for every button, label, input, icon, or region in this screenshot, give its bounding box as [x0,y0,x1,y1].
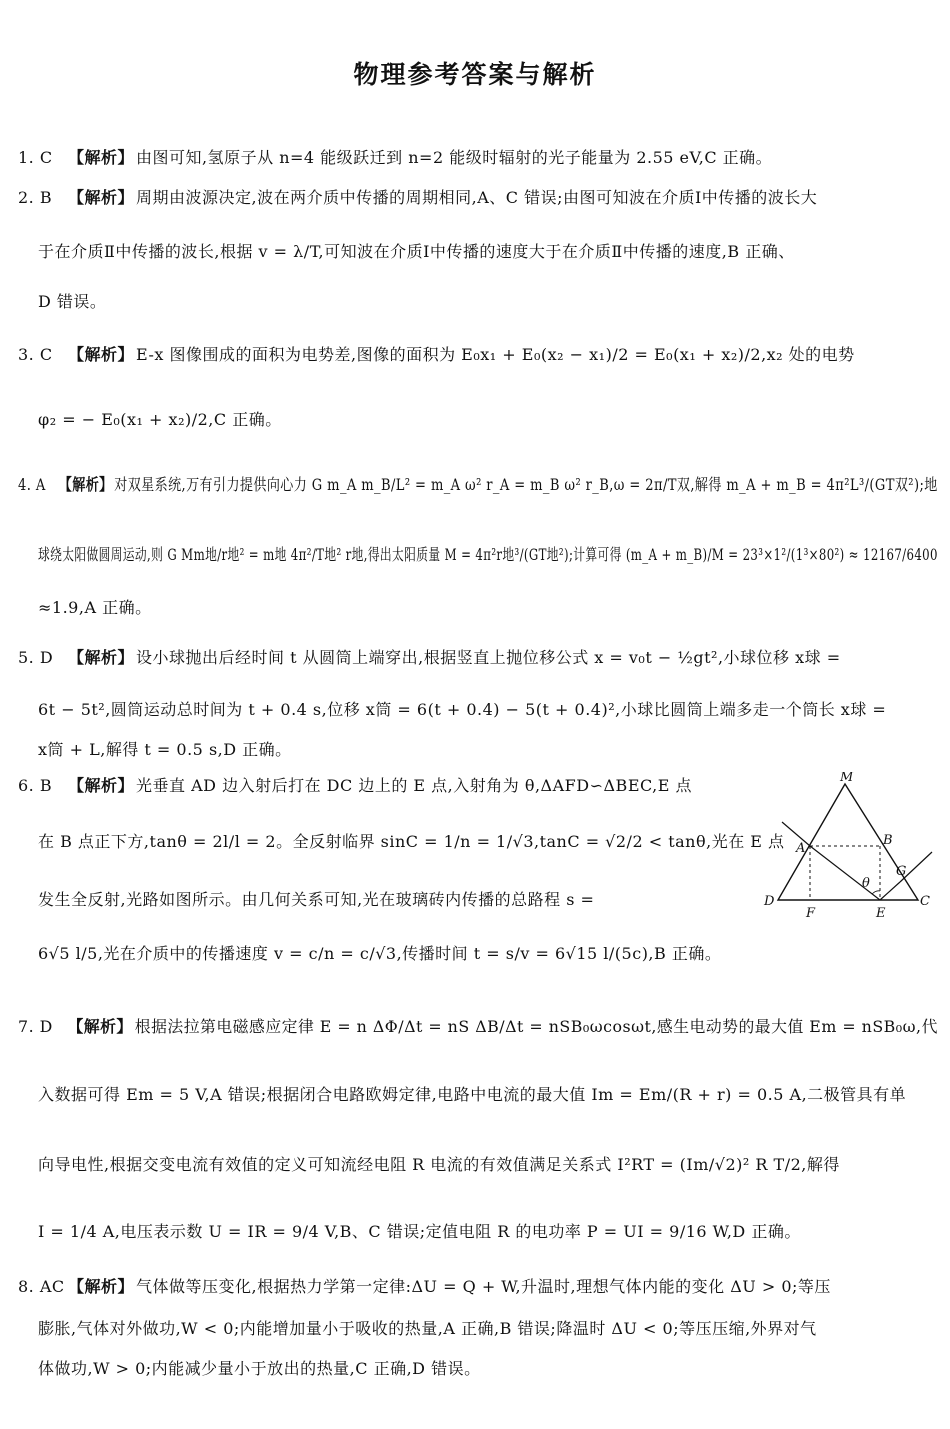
optics-diagram [760,772,940,922]
q3-text-2: φ₂ = − E₀(x₁ + x₂)/2,C 正确。 [38,410,282,429]
label-d: D [764,894,775,909]
q7-text-2: 入数据可得 Em = 5 V,A 错误;根据闭合电路欧姆定律,电路中电流的最大值 Im = Em/(R + r) = 0.5 A,二极管具有单 [38,1085,907,1104]
q6-number: 6. B [18,776,53,795]
q4-text-1: 对双星系统,万有引力提供向心力 G m_A m_B/L² = m_A ω² r_A = m_B ω² r_B,ω = 2π/T双,解得 m_A + m_B = 4π²L³/(GT双²);地 [114,475,938,494]
q8-tag: 【解析】 [68,1277,135,1296]
q6-text-2: 在 B 点正下方,tanθ = 2l/l = 2。全反射临界 sinC = 1/n = 1/√3,tanC = √2/2 < tanθ,光在 E 点 [38,832,785,851]
q5-text-2: 6t − 5t²,圆筒运动总时间为 t + 0.4 s,位移 x筒 = 6(t + 0.4) − 5(t + 0.4)²,小球比圆筒上端多走一个筒长 x球 = [38,700,887,719]
q2-tag: 【解析】 [68,188,135,207]
q4-tag: 【解析】 [58,475,113,494]
label-c: C [920,894,930,909]
q1-text-1: 由图可知,氢原子从 n=4 能级跃迁到 n=2 能级时辐射的光子能量为 2.55 eV,C 正确。 [136,148,773,167]
q2-line-1 [18,186,817,210]
q6-tag: 【解析】 [68,776,135,795]
q2-text-3: D 错误。 [38,292,107,311]
q1-number: 1. C [18,148,53,167]
theta-arc [872,891,880,894]
q3-tag: 【解析】 [68,345,135,364]
q4-text-3: ≈1.9,A 正确。 [38,598,152,617]
q8-line-1 [18,1275,831,1299]
q4-number: 4. A [18,475,46,494]
q5-text-3: x筒 + L,解得 t = 0.5 s,D 正确。 [38,740,292,759]
q7-text-4: I = 1/4 A,电压表示数 U = IR = 9/4 V,B、C 错误;定值电阻 R 的电功率 P = UI = 9/16 W,D 正确。 [38,1222,801,1241]
q2-number: 2. B [18,188,53,207]
q6-line-1 [18,774,692,798]
q7-tag: 【解析】 [67,1017,133,1036]
q5-text-1: 设小球抛出后经时间 t 从圆筒上端穿出,根据竖直上抛位移公式 x = v₀t − ½gt²,小球位移 x球 = [136,648,841,667]
q4-line-1 [18,473,938,497]
q1-line-1 [18,146,772,170]
refracted-ray [810,846,880,900]
q3-text-1: E-x 图像围成的面积为电势差,图像的面积为 E₀x₁ + E₀(x₂ − x₁)/2 = E₀(x₁ + x₂)/2,x₂ 处的电势 [136,345,855,364]
q6-text-3: 发生全反射,光路如图所示。由几何关系可知,光在玻璃砖内传播的总路程 s = [38,890,595,909]
label-b: B [883,833,893,848]
label-m: M [840,772,854,785]
q7-number: 7. D [18,1017,53,1036]
q8-number: 8. AC [18,1277,65,1296]
q7-text-1: 根据法拉第电磁感应定律 E = n ΔΦ/Δt = nS ΔB/Δt = nSB₀ωcosωt,感生电动势的最大值 Em = nSB₀ω,代 [134,1017,938,1036]
q8-text-1: 气体做等压变化,根据热力学第一定律:ΔU = Q + W,升温时,理想气体内能的变化 ΔU > 0;等压 [136,1277,831,1296]
q6-text-1: 光垂直 AD 边入射后打在 DC 边上的 E 点,入射角为 θ,ΔAFD∽ΔBEC,E 点 [136,776,693,795]
label-e: E [876,906,886,921]
q4-text-2: 球绕太阳做圆周运动,则 G Mm地/r地² = m地 4π²/T地² r地,得出太阳质量 M = 4π²r地³/(GT地²);计算可得 (m_A + m_B)/M = 23³×1²/(1³×80²) ≈ 12167/6400 [38,545,938,564]
page-title: 物理参考答案与解析 [353,60,597,89]
q7-text-3: 向导电性,根据交变电流有效值的定义可知流经电阻 R 电流的有效值满足关系式 I²RT = (Im/√2)² R T/2,解得 [38,1155,840,1174]
q3-number: 3. C [18,345,53,364]
q5-line-1 [18,646,841,670]
q3-line-1 [18,343,855,367]
q6-text-4: 6√5 l/5,光在介质中的传播速度 v = c/n = c/√3,传播时间 t = s/v = 6√15 l/(5c),B 正确。 [38,944,722,963]
label-g: G [896,864,907,879]
q7-line-1 [18,1015,938,1039]
reflected-ray [880,882,900,900]
q8-text-3: 体做功,W > 0;内能减少量小于放出的热量,C 正确,D 错误。 [38,1359,481,1378]
q2-text-1: 周期由波源决定,波在两介质中传播的周期相同,A、C 错误;由图可知波在介质Ⅰ中传播的波长大 [136,188,818,207]
q1-tag: 【解析】 [68,148,135,167]
q2-text-2: 于在介质Ⅱ中传播的波长,根据 v = λ/T,可知波在介质Ⅰ中传播的速度大于在介质Ⅱ中传播的速度,B 正确、 [38,242,795,261]
q5-number: 5. D [18,648,54,667]
q5-tag: 【解析】 [68,648,135,667]
label-f: F [806,906,816,921]
label-theta: θ [862,876,870,891]
q8-text-2: 膨胀,气体对外做功,W < 0;内能增加量小于吸收的热量,A 正确,B 错误;降温时 ΔU < 0;等压压缩,外界对气 [38,1319,817,1338]
label-a: A [796,841,806,856]
